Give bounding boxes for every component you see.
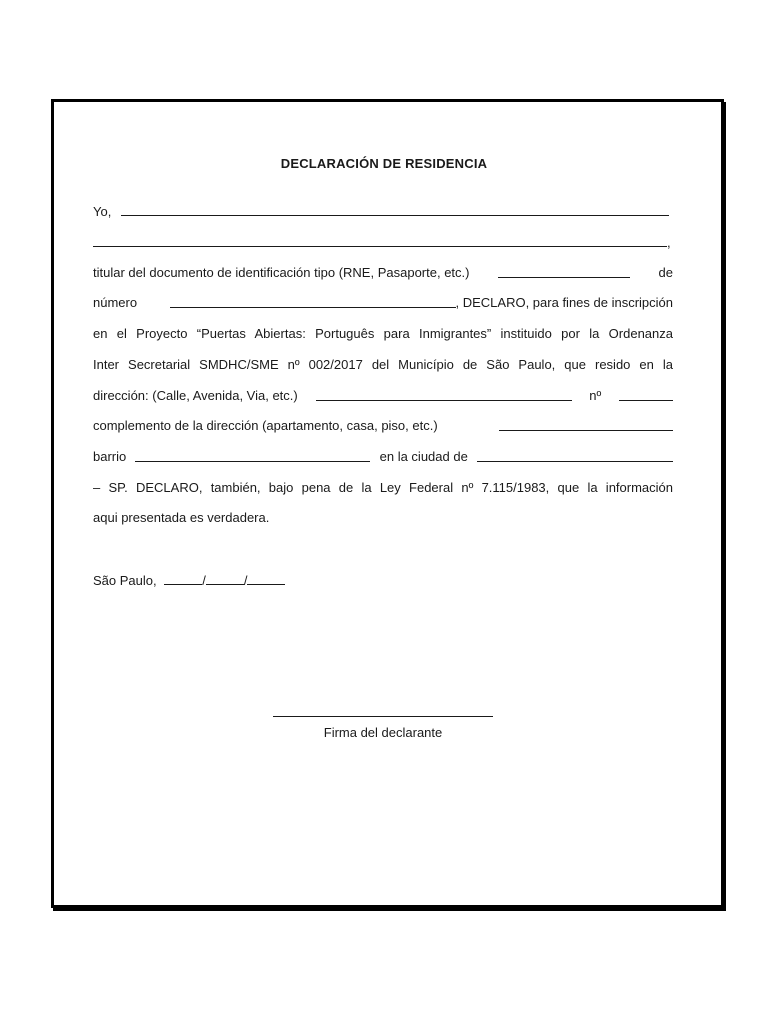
address-complement-line xyxy=(93,418,673,434)
name-continuation-line xyxy=(93,234,673,251)
document-type-line xyxy=(93,265,673,281)
document-number-group xyxy=(170,295,673,311)
numero-label: número xyxy=(93,295,138,310)
neighborhood-blank[interactable] xyxy=(135,449,370,462)
barrio-label: barrio xyxy=(93,449,127,464)
ordinance-line: Inter Secretarial SMDHC/SME nº 002/2017 del Município de São Paulo, que resido en la xyxy=(93,357,673,372)
signature-label: Firma del declarante xyxy=(323,725,443,740)
document-type-blank[interactable] xyxy=(498,265,630,278)
project-line: en el Proyecto “Puertas Abiertas: Português para Inmigrantes” instituido por la Ordenanza xyxy=(93,326,673,341)
document-title: DECLARACIÓN DE RESIDENCIA xyxy=(280,156,488,171)
comma-text: , xyxy=(667,235,671,250)
name-blank[interactable] xyxy=(121,203,669,216)
date-separator: / xyxy=(243,573,248,588)
day-blank[interactable] xyxy=(164,572,202,585)
de-text: de xyxy=(658,265,673,280)
date-separator: / xyxy=(202,573,206,588)
name-continuation-blank[interactable] xyxy=(93,234,667,247)
document-type-text: titular del documento de identificación tipo (RNE, Pasaporte, etc.) xyxy=(93,265,470,280)
declaro-text: , DECLARO, para fines de inscripción xyxy=(455,295,673,310)
truth-statement-line: aqui presentada es verdadera. xyxy=(93,510,270,525)
declaration-line: – SP. DECLARO, también, bajo pena de la Ley Federal nº 7.115/1983, que la información xyxy=(93,480,673,495)
month-blank[interactable] xyxy=(206,572,244,585)
address-number-blank[interactable] xyxy=(619,388,673,401)
date-line xyxy=(93,572,673,589)
complement-blank[interactable] xyxy=(499,418,673,431)
address-line xyxy=(93,388,673,404)
document-number-blank[interactable] xyxy=(170,295,456,308)
document-number-line xyxy=(93,295,673,311)
neighborhood-city-line xyxy=(93,449,673,465)
city-label: en la ciudad de xyxy=(379,449,468,464)
document-border xyxy=(51,99,724,908)
address-blank[interactable] xyxy=(316,388,572,401)
number-label: nº xyxy=(589,388,602,403)
complement-label: complemento de la dirección (apartamento, casa, piso, etc.) xyxy=(93,418,438,433)
year-blank[interactable] xyxy=(247,572,285,585)
address-label: dirección: (Calle, Avenida, Via, etc.) xyxy=(93,388,298,403)
name-line xyxy=(93,203,673,220)
signature-blank[interactable] xyxy=(273,716,493,717)
city-blank[interactable] xyxy=(477,449,673,462)
city-date-label: São Paulo, xyxy=(93,573,157,588)
yo-label: Yo, xyxy=(93,204,112,219)
